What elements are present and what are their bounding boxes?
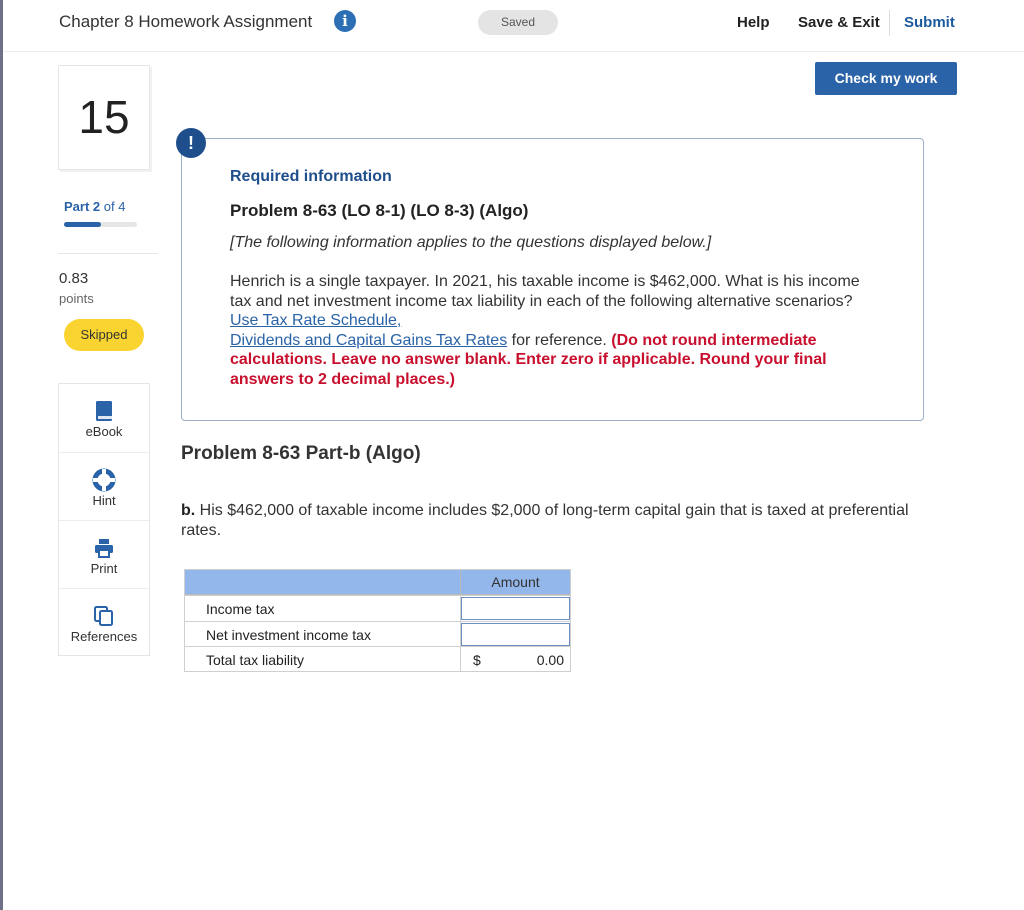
part-progress-bar [64,222,137,227]
part-indicator [64,199,125,214]
printer-icon [92,536,116,560]
top-bar [3,0,1024,52]
rounding-instructions: (Do not round intermediate calculations. Leave no answer blank. Enter zero if applicable. Round your final answers to 2 decimal places.) [230,331,827,388]
references-button[interactable] [59,588,149,656]
income-tax-label: Income tax [206,601,275,617]
ebook-label: eBook [85,424,123,439]
assignment-title: Chapter 8 Homework Assignment [59,12,313,31]
lifebuoy-icon [92,468,116,492]
capital-gains-rates-link[interactable]: Dividends and Capital Gains Tax Rates [230,331,508,349]
skipped-status-badge: Skipped [64,319,144,351]
left-window-edge [0,0,3,910]
problem-text: Henrich is a single taxpayer. In 2021, his taxable income is $462,000. What is his income tax and net investment income tax liability in each of the following alternative scenarios? [230,273,860,310]
print-button[interactable] [59,520,149,588]
rail-divider [58,253,158,254]
amount-cell [460,622,570,647]
problem-title: Problem 8-63 (LO 8-1) (LO 8-3) (Algo) [230,201,529,220]
references-label: References [70,629,138,644]
hint-label: Hint [92,493,116,508]
part-label: Part 2 [64,199,101,214]
total-tax-liability-label: Total tax liability [206,652,305,668]
for-reference-text: for reference. [507,331,612,349]
required-information-box [181,138,924,421]
alert-icon: ! [176,128,206,158]
tax-rate-schedule-link[interactable]: Use Tax Rate Schedule, [230,312,402,329]
amount-column-header: Amount [460,570,570,595]
copy-icon [92,604,116,628]
amount-cell [460,647,570,672]
total-tax-liability-value: 0.00 [536,652,564,668]
part-prefix: b. [181,502,196,519]
applies-note: [The following information applies to the questions displayed below.] [230,234,712,251]
print-label: Print [90,561,118,576]
info-icon[interactable]: i [334,10,356,32]
net-investment-income-tax-label: Net investment income tax [206,627,371,643]
ebook-button[interactable] [59,384,149,452]
points-value: 0.83 [59,270,89,287]
header-divider [889,10,890,36]
hint-button[interactable] [59,452,149,520]
part-title: Problem 8-63 Part-b (Algo) [181,443,421,464]
part-description-text: His $462,000 of taxable income includes $2,000 of long-term capital gain that is taxed at preferential rates. [181,502,909,539]
table-row [185,595,570,621]
table-header [185,570,570,595]
tools-panel [58,383,150,656]
table-row [185,646,570,672]
problem-statement [230,272,880,389]
points-label: points [59,291,94,306]
required-information-heading: Required information [230,168,392,185]
currency-symbol: $ [473,652,481,668]
table-row [185,621,570,647]
saved-status-badge: Saved [478,10,558,35]
income-tax-input[interactable] [461,597,570,620]
answer-table [184,569,571,672]
question-number-card [58,65,150,170]
submit-link[interactable]: Submit [904,14,955,31]
amount-cell [460,596,570,621]
part-progress-fill [64,222,101,227]
check-my-work-button[interactable]: Check my work [815,62,957,95]
question-number: 15 [78,91,130,143]
net-investment-income-tax-input[interactable] [461,623,570,646]
save-exit-link[interactable]: Save & Exit [798,14,880,31]
part-description [181,501,911,541]
part-of-label: of 4 [103,199,126,214]
book-icon [92,399,116,423]
help-link[interactable]: Help [737,14,770,31]
